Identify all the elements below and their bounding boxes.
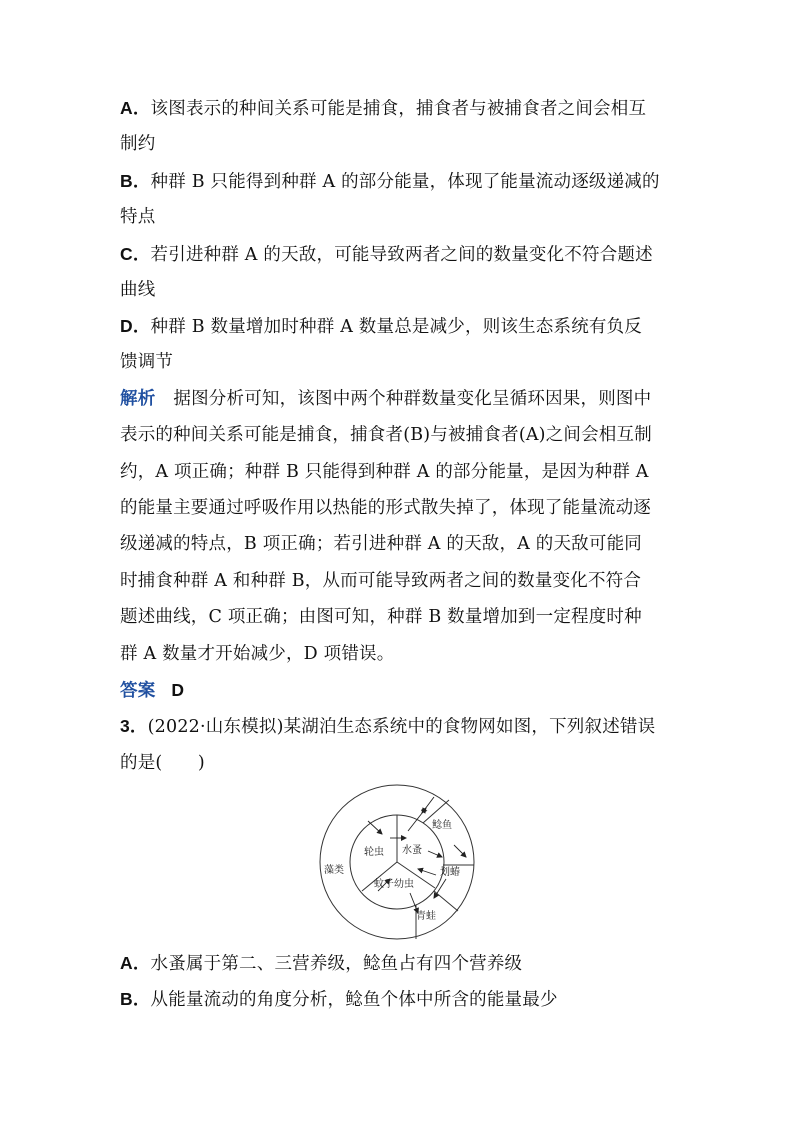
option-c-letter: C． — [120, 244, 151, 264]
q3-option-a-letter: A． — [120, 953, 151, 973]
option-a-text-1: 该图表示的种间关系可能是捕食，捕食者与被捕食者之间会相互 — [150, 99, 647, 119]
analysis-text-3: 约，A 项正确；种群 B 只能得到种群 A 的部分能量，是因为种群 A — [120, 462, 649, 482]
analysis-text-7: 题述曲线，C 项正确；由图可知，种群 B 数量增加到一定程度时种 — [120, 607, 642, 627]
analysis-text-8: 群 A 数量才开始减少，D 项错误。 — [120, 644, 395, 664]
option-a-text-2: 制约 — [120, 134, 156, 154]
question3-text-1: (2022·山东模拟)某湖泊生态系统中的食物网如图，下列叙述错误 — [147, 717, 656, 737]
arrow-larva-frog — [410, 893, 418, 913]
arrow-fish-in — [422, 797, 434, 813]
question3-line-1 — [120, 714, 680, 739]
analysis-line-2 — [120, 423, 680, 447]
option-d-text-2: 馈调节 — [120, 352, 174, 372]
option-c-text-1: 若引进种群 A 的天敌，可能导致两者之间的数量变化不符合题述 — [150, 245, 653, 265]
option-c-line-2 — [120, 278, 680, 302]
analysis-line-1 — [120, 387, 680, 411]
arrow-waterflea-beetle — [428, 851, 442, 857]
label-mosquito-larva: 蚊子幼虫 — [374, 879, 414, 890]
answer-value: D — [171, 680, 185, 700]
question3-line-2 — [120, 751, 680, 775]
option-d-line-1 — [120, 314, 680, 339]
option-d-line-2 — [120, 350, 680, 374]
q3-option-b-text: 从能量流动的角度分析，鲶鱼个体中所含的能量最少 — [150, 990, 558, 1010]
arrow-larva-beetle — [418, 869, 436, 875]
analysis-line-4 — [120, 496, 680, 520]
label-frog: 青蛙 — [416, 911, 436, 922]
analysis-text-2: 表示的种间关系可能是捕食，捕食者(B)与被捕食者(A)之间会相互制 — [120, 425, 652, 445]
answer-label: 答案 — [120, 681, 156, 701]
option-b-line-1 — [120, 169, 680, 194]
option-b-letter: B． — [120, 171, 151, 191]
option-a-line-2 — [120, 132, 680, 156]
food-web-diagram — [318, 783, 476, 941]
q3-option-a-line — [120, 951, 680, 976]
analysis-line-3 — [120, 460, 680, 484]
label-water-flea: 水蚤 — [402, 845, 422, 856]
arrow-beetle-fish — [454, 845, 466, 857]
option-c-line-1 — [120, 242, 680, 267]
question3-text-2: 的是( ) — [120, 753, 205, 773]
analysis-line-8 — [120, 642, 680, 666]
option-b-text-2: 特点 — [120, 207, 156, 227]
label-beetle: 划蝽 — [440, 867, 460, 878]
label-fish: 鲶鱼 — [432, 820, 452, 831]
analysis-line-7 — [120, 605, 680, 629]
label-rotifer: 轮虫 — [364, 847, 384, 858]
analysis-line-6 — [120, 569, 680, 593]
outer-divider-bottom — [434, 891, 458, 911]
option-b-text-1: 种群 B 只能得到种群 A 的部分能量，体现了能量流动逐级递减的 — [150, 172, 660, 192]
analysis-text-4: 的能量主要通过呼吸作用以热能的形式散失掉了，体现了能量流动逐 — [120, 498, 651, 518]
analysis-text-1: 据图分析可知，该图中两个种群数量变化呈循环因果，则图中 — [173, 389, 652, 409]
label-algae: 藻类 — [324, 865, 344, 876]
option-b-line-2 — [120, 205, 680, 229]
option-c-text-2: 曲线 — [120, 280, 156, 300]
analysis-line-5 — [120, 532, 680, 556]
arrow-algae-rotifer — [368, 821, 382, 834]
analysis-text-6: 时捕食种群 A 和种群 B，从而可能导致两者之间的数量变化不符合 — [120, 571, 642, 591]
answer-line — [120, 678, 680, 703]
q3-option-a-text: 水蚤属于第二、三营养级，鲶鱼占有四个营养级 — [150, 954, 523, 974]
q3-option-b-line — [120, 987, 680, 1012]
option-a-letter: A． — [120, 98, 151, 118]
option-d-text-1: 种群 B 数量增加时种群 A 数量总是减少，则该生态系统有负反 — [150, 317, 642, 337]
option-a-line-1 — [120, 96, 680, 121]
analysis-text-5: 级递减的特点，B 项正确；若引进种群 A 的天敌，A 的天敌可能同 — [120, 534, 642, 554]
q3-option-b-letter: B． — [120, 989, 151, 1009]
option-d-letter: D． — [120, 316, 151, 336]
analysis-label: 解析 — [120, 389, 156, 409]
question3-number: 3． — [120, 716, 148, 736]
